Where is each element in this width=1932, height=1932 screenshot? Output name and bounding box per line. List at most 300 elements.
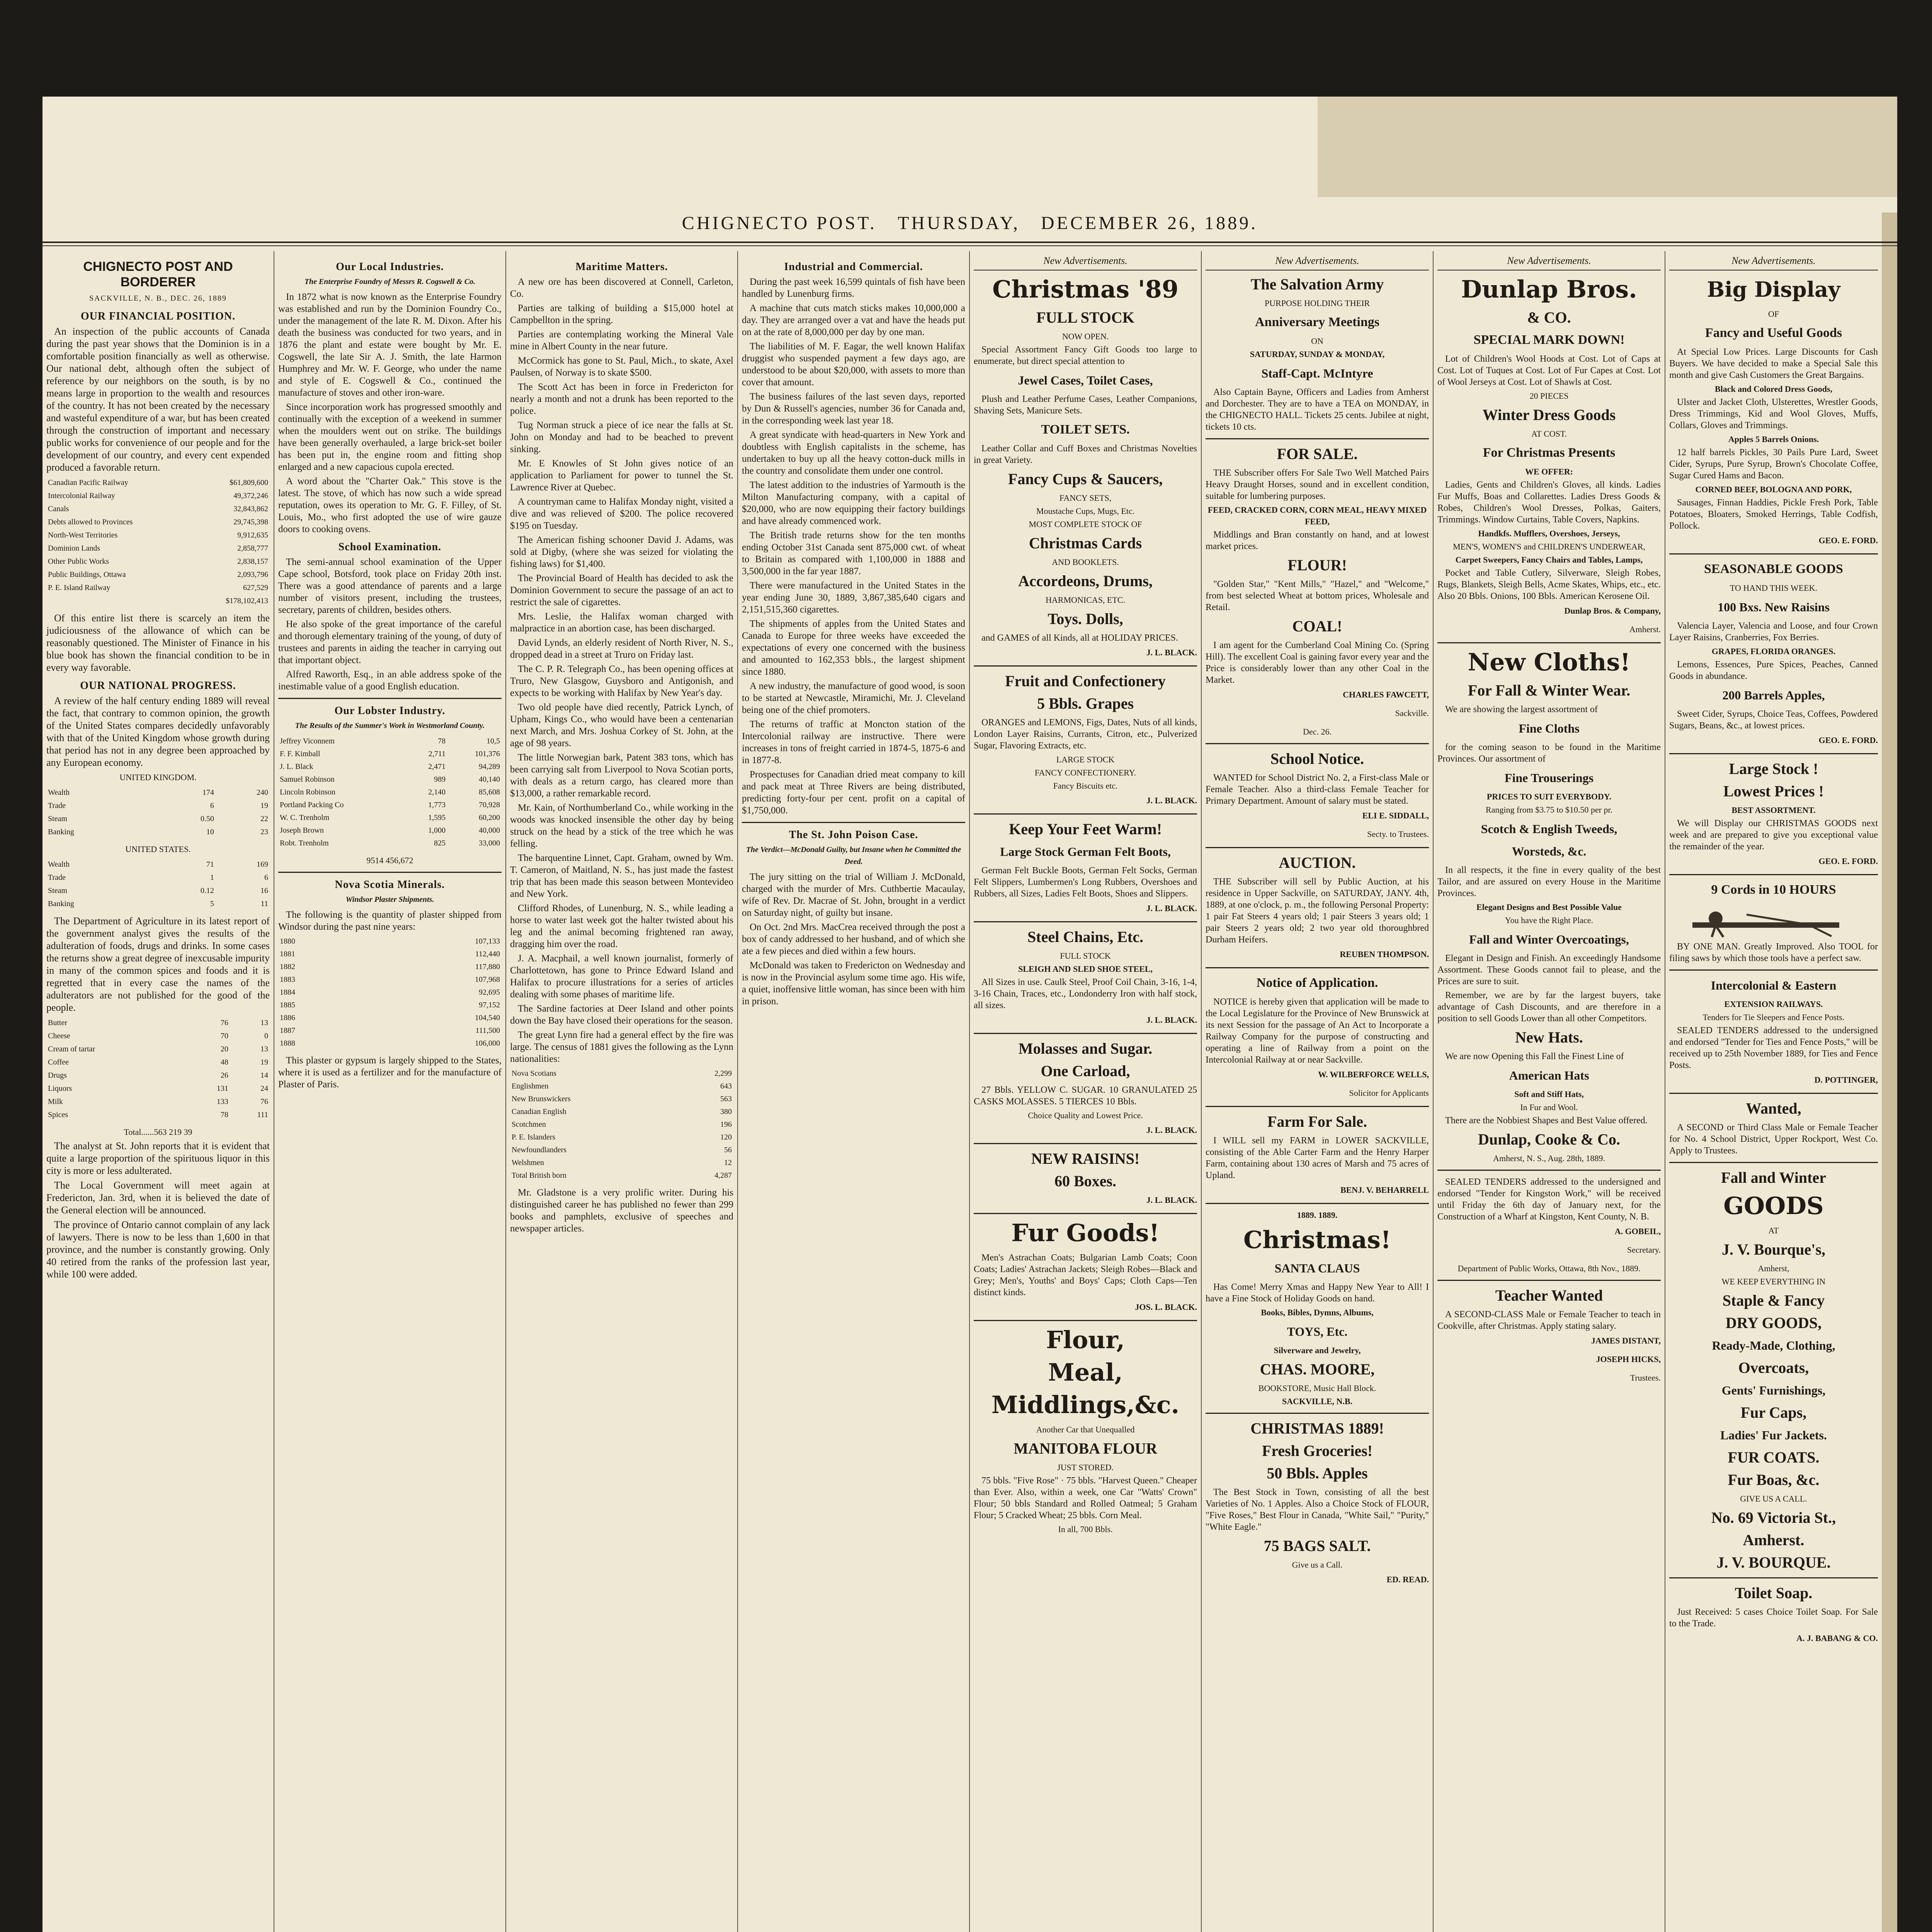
table-cell: Lincoln Robinson <box>280 788 335 796</box>
table-cell: North-West Territories <box>48 531 118 539</box>
ad-subhead: DRY GOODS, <box>1725 1314 1822 1332</box>
ad-headline-fruit: Fruit and Confectionery <box>1005 672 1166 690</box>
table-cell: F. F. Kimball <box>280 750 320 758</box>
editorial-masthead: CHIGNECTO POST AND BORDERER <box>83 259 233 289</box>
ad-subhead: Gents' Furnishings, <box>1721 1383 1826 1397</box>
article-paragraph: Of this entire list there is scarcely an item the judiciousness of the allowance of which can be reasonably questioned. The Minister of Finance in his blue book has shown the financial condition to be in every way favorable. <box>46 612 270 673</box>
article-paragraph: A word about the "Charter Oak." This stove is the latest. The stove, of which has now such a wide spread reputation, owes its operation to Mr. G. F. Filley, of St. Louis, Mo., who first adopted the use of wire gauze doors to cooking ovens. <box>278 476 502 534</box>
advertiser: J. L. BLACK. <box>1146 1015 1197 1025</box>
table-row <box>278 961 502 973</box>
ad-subhead: Anniversary Meetings <box>1255 315 1379 329</box>
table-cell <box>46 594 194 607</box>
table-cell: Banking <box>48 828 74 836</box>
table-cell: 6 <box>264 873 268 882</box>
advertiser: ELI E. SIDDALL, <box>1362 811 1429 820</box>
ad-headline-for-sale: FOR SALE. <box>1277 445 1358 463</box>
headline-lobster: Our Lobster Industry. <box>334 705 446 717</box>
table-cell: Canals <box>48 505 69 513</box>
table-cell: 13 <box>260 1019 268 1027</box>
table-cell: 643 <box>720 1082 732 1090</box>
ad-text: Sweet Cider, Syrups, Choice Teas, Coffees, Powdered Sugars, Beans, &c., at lowest prices. <box>1669 709 1878 731</box>
section-header: New Advertisements. <box>1437 255 1661 270</box>
table-cell: 19 <box>260 1058 268 1066</box>
ad-line: OF <box>1768 309 1779 319</box>
table-cell: 240 <box>257 788 268 797</box>
ad-line: SACKVILLE, N.B. <box>1282 1396 1353 1406</box>
table-cell: 49,372,246 <box>233 492 268 500</box>
ad-subhead: Overcoats, <box>1738 1359 1809 1376</box>
ad-line: Soft and Stiff Hats, <box>1514 1089 1584 1099</box>
issue-date: DECEMBER 26, 1889. <box>1041 213 1258 233</box>
table-row <box>46 568 270 581</box>
ad-line: ON <box>1311 336 1323 346</box>
table-row <box>510 1067 733 1080</box>
ad-subhead: 50 Bbls. Apples <box>1267 1464 1368 1482</box>
news-item: Mrs. Leslie, the Halifax woman charged with malpractice in an abortion case, has been discharged. <box>510 611 733 634</box>
ad-line: MEN'S, WOMEN'S and CHILDREN'S UNDERWEAR, <box>1453 542 1645 551</box>
table-cell: Scotchmen <box>512 1120 546 1129</box>
ad-subhead: SANTA CLAUS <box>1274 1261 1360 1275</box>
ad-headline-seasonable: SEASONABLE GOODS <box>1704 562 1843 576</box>
table-cell: W. C. Trenholm <box>280 813 330 822</box>
news-item: The barquentine Linnet, Capt. Graham, owned by Wm. T. Cameron, of Maitland, N. S., has just made the fastest trip that has been made this season between Montevideo and New York. <box>510 853 733 899</box>
ad-text: Ladies, Gents and Children's Gloves, all kinds. Ladies Fur Muffs, Boas and Collarettes. Ladies Dress Goods & Robes, Children's Wool Dresses, Polkas, Gaiters, Trimmings. Window Curtains, Table Covers, Napkins. <box>1437 480 1661 525</box>
ad-headline-flour: Flour, <box>1046 1326 1125 1354</box>
table-cell: Wealth <box>48 860 70 869</box>
table-row <box>46 529 270 542</box>
table-cell: 106,000 <box>475 1039 500 1048</box>
news-item: Tug Norman struck a piece of ice near the falls at St. John on Monday and had to be beached to prevent sinking. <box>510 420 733 454</box>
news-item: The returns of traffic at Moncton station of the Intercolonial railway are instructive. There were increases in tons of freight carried in 1874-5, 1875-6 and in 1877-8. <box>742 719 965 765</box>
news-item: The business failures of the last seven days, reported by Dun & Russell's agencies, number 36 for Canada and, in the corresponding week last year 18. <box>742 391 965 426</box>
article-paragraph: The following is the quantity of plaster shipped from Windsor during the past nine years: <box>278 910 502 932</box>
article-paragraph: This plaster or gypsum is largely shipped to the States, where it is used as a fertilizer and for the manufacture of Plaster of Paris. <box>278 1055 502 1090</box>
ad-headline-fall-winter: Fall and Winter <box>1721 1169 1826 1186</box>
ad-text: 75 bbls. "Five Rose" · 75 bbls. "Harvest Queen." Cheaper than Ever. Also, within a week, one Car "Watts' Crown" Flour; 50 bbls Standard and Rolled Oatmeal; 5 Graham Flour; 5 Cracked Wheat; 25 bbls. Corn Meal. <box>974 1476 1197 1520</box>
news-item: The liabilities of M. F. Eagar, the well known Halifax druggist who suspended payment a few days ago, are understood to be about $20,000, with assets to more than cover that amount. <box>742 341 965 388</box>
ad-subhead: For Christmas Presents <box>1483 446 1616 460</box>
table-cell: 12 <box>724 1158 732 1167</box>
ad-subhead: Amherst. <box>1743 1531 1804 1549</box>
table-cell: 1882 <box>280 963 295 971</box>
table-cell: 85,608 <box>479 788 500 796</box>
headline-nova-scotia-minerals: Nova Scotia Minerals. <box>335 879 445 891</box>
ad-subhead: Ladies' Fur Jackets. <box>1720 1428 1827 1442</box>
advertiser: GEO. E. FORD. <box>1818 536 1878 545</box>
table-cell: 107,968 <box>475 975 500 984</box>
editorial-dateline: SACKVILLE, N. B., DEC. 26, 1889 <box>89 294 227 303</box>
ad-text: Sausages, Finnan Haddies, Pickle Fresh Pork, Table Potatoes, Bloaters, Smoked Herrings, Table Codfish, Pollock. <box>1669 498 1878 531</box>
table-row <box>278 986 502 999</box>
news-item: The latest addition to the industries of Yarmouth is the Milton Manufacturing company, with a capital of $20,000, who are now equipping their factory buildings and have already commenced work. <box>742 480 965 526</box>
table-cell: 33,000 <box>479 839 500 847</box>
advertiser: GEO. E. FORD. <box>1818 735 1878 745</box>
advertiser: ED. READ. <box>1386 1575 1429 1584</box>
news-item: David Lynds, an elderly resident of North River, N. S., dropped dead in a street at Truro on Friday last. <box>510 638 733 660</box>
table-cell: 14 <box>260 1071 268 1080</box>
table-row <box>510 1080 733 1093</box>
ad-subhead: Worsteds, &c. <box>1512 844 1587 858</box>
table-cell: 78 <box>220 1111 228 1119</box>
column-3 <box>506 255 737 1932</box>
table-cell: Trade <box>48 801 66 810</box>
ad-line: 20 PIECES <box>1529 391 1569 401</box>
table-cell: 40,140 <box>479 775 500 784</box>
table-cell: 10 <box>206 828 214 836</box>
lynn-table <box>510 1067 733 1182</box>
ad-line: Another Car that Unequalled <box>1036 1425 1135 1434</box>
article-paragraph: Since incorporation work has progressed smoothly and continually with the exception of a weekend in summer when the moulders went out on strike. The buildings have been generally overhauled, a large brick-set boiler has been put in, the engine room and fitting shop enlarged and a new capacious cupola erected. <box>278 402 502 472</box>
table-cell: 169 <box>257 860 268 869</box>
table-row <box>278 1012 502 1024</box>
ad-text: Just Received: 5 cases Choice Toilet Soap. For Sale to the Trade. <box>1669 1607 1878 1629</box>
table-cell: 94,289 <box>479 762 500 771</box>
divider <box>974 1213 1197 1214</box>
uk-table <box>46 786 270 838</box>
table-cell: Cream of tartar <box>48 1045 95 1053</box>
table-cell: 627,529 <box>243 583 268 592</box>
ad-subhead: Staple & Fancy <box>1722 1292 1825 1309</box>
table-cell: 2,471 <box>428 762 446 771</box>
ad-subhead: FUR COATS. <box>1728 1449 1820 1466</box>
ad-subhead: Toys. Dolls, <box>1048 610 1123 628</box>
table-cell: Canadian Pacific Railway <box>48 478 128 487</box>
table-cell: Cheese <box>48 1032 70 1040</box>
table-cell: Portland Packing Co <box>280 801 344 809</box>
table-cell: 1,595 <box>428 813 446 822</box>
table-cell: Joseph Brown <box>280 826 324 835</box>
table-cell: New Brunswickers <box>512 1095 571 1103</box>
table-cell: 5 <box>210 900 214 908</box>
table-cell: 1880 <box>280 937 295 946</box>
ad-headline-salvation-army: The Salvation Army <box>1250 276 1384 293</box>
ad-subhead: No. 69 Victoria St., <box>1711 1509 1836 1526</box>
table-cell: 56 <box>724 1146 732 1154</box>
divider <box>278 872 502 873</box>
table-cell: $61,809,600 <box>230 478 268 487</box>
table-cell: 111,500 <box>475 1026 500 1035</box>
table-cell: 825 <box>434 839 446 847</box>
section-header: New Advertisements. <box>1206 255 1429 270</box>
table-row <box>278 748 502 760</box>
ad-line: Ranging from $3.75 to $10.50 per pr. <box>1485 805 1613 815</box>
table-cell: 11 <box>260 900 268 908</box>
ad-line: PURPOSE HOLDING THEIR <box>1264 298 1370 308</box>
ad-date: Dec. 26. <box>1303 727 1332 736</box>
ad-text: SEALED TENDERS addressed to the undersigned and endorsed "Tender for Kingston Work," will be received until Friday the 6th day of January next, for the Construction of a Wharf at Kingston, Kent County, N. B. <box>1437 1177 1661 1222</box>
ad-subhead: Fine Cloths <box>1519 721 1580 735</box>
advertiser: J. L. BLACK. <box>1146 796 1197 805</box>
table-cell: 380 <box>720 1107 732 1116</box>
table-row <box>278 935 502 948</box>
table-cell: 60,200 <box>479 813 500 822</box>
table-cell: 1 <box>210 873 214 882</box>
ad-line: Elegant Designs and Best Possible Value <box>1476 902 1622 912</box>
table-cell: 107,133 <box>475 937 500 946</box>
news-item: The British trade returns show for the ten months ending October 31st Canada sent 875,000 cwt. of wheat to Britain as compared with 1,100,000 in 1888 and 3,500,000 in the far year 1887. <box>742 530 965 577</box>
headline-national-progress: OUR NATIONAL PROGRESS. <box>80 680 236 692</box>
ad-subhead: MANITOBA FLOUR <box>1014 1440 1157 1457</box>
ad-line: TO HAND THIS WEEK. <box>1730 583 1818 593</box>
ad-headline-christmas: Christmas! <box>1243 1226 1391 1254</box>
table-row <box>278 999 502 1012</box>
table-cell: Milk <box>48 1097 63 1106</box>
issue-weekday: THURSDAY, <box>898 213 1020 233</box>
divider <box>1206 743 1429 744</box>
ad-headline-new-cloths: New Cloths! <box>1468 648 1631 676</box>
table-cell: 131 <box>216 1084 228 1093</box>
ad-line: You have the Right Place. <box>1505 915 1594 925</box>
table-cell: 16 <box>260 886 268 895</box>
ad-line: JUST STORED. <box>1057 1463 1114 1472</box>
ad-subhead: Scotch & English Tweeds, <box>1481 822 1617 836</box>
table-row <box>46 1095 270 1108</box>
ad-text: Valencia Layer, Valencia and Loose, and four Crown Layer Raisins, Cranberries, Fox Berries. <box>1669 621 1878 643</box>
divider <box>1206 1413 1429 1414</box>
table-row <box>278 786 502 799</box>
table-row <box>510 1156 733 1169</box>
divider <box>974 1143 1197 1144</box>
table-row <box>278 973 502 986</box>
ad-line: FANCY SETS, <box>1059 493 1112 503</box>
table-row <box>46 542 270 555</box>
table-cell: Public Buildings, Ottawa <box>48 570 126 579</box>
table-cell: Englishmen <box>512 1082 549 1090</box>
ad-subhead: For Fall & Winter Wear. <box>1468 682 1631 699</box>
ad-text: Men's Astrachan Coats; Bulgarian Lamb Coats; Coon Coats; Ladies' Astrachan Jackets; Sleigh Robes—Black and Grey; Men's, Youths' and Boys' Caps; Cloth Caps—Ten distinct kinds. <box>974 1253 1197 1298</box>
advertiser: A. J. BABANG & CO. <box>1796 1633 1878 1643</box>
table-cell: Butter <box>48 1019 67 1027</box>
table-cell: 24 <box>260 1084 268 1093</box>
table-cell: 133 <box>216 1097 228 1106</box>
table-row <box>510 1118 733 1131</box>
ad-text: We will Display our CHRISTMAS GOODS next week and are prepared to give you exceptional value the remainder of the year. <box>1669 818 1878 852</box>
table-row <box>46 555 270 568</box>
advertiser: CHARLES FAWCETT, <box>1343 690 1429 699</box>
table-row <box>46 871 270 884</box>
table-row <box>278 811 502 824</box>
table-cell: Steam <box>48 886 67 895</box>
article-paragraph: The Department of Agriculture in its latest report of the government analyst gives the results of the adulteration of foods, drugs and drinks. In some cases the returns show a great degree of inexcusable impurity in many of the common spices and foods and it is regretted that in every case the names of the adulterators are not published for the good of the people. <box>46 915 270 1013</box>
table-row <box>46 1082 270 1095</box>
ad-headline-chains: Steel Chains, Etc. <box>1027 928 1143 946</box>
table-cell: Wealth <box>48 788 70 797</box>
table-cell: 19 <box>260 801 268 810</box>
table-cell: 0 <box>264 1032 268 1040</box>
table-row <box>46 1029 270 1043</box>
table-cell: Spices <box>48 1111 68 1119</box>
table-cell: 196 <box>720 1120 732 1129</box>
debt-table <box>46 476 270 607</box>
ad-headline-raisins: NEW RAISINS! <box>1031 1150 1140 1167</box>
table-cell: 32,843,862 <box>233 505 268 513</box>
table-cell: P. E. Islanders <box>512 1133 556 1141</box>
paper-damage-edge <box>1882 213 1897 1932</box>
ad-subhead: FLOUR! <box>1287 556 1347 574</box>
headline-maritime-matters: Maritime Matters. <box>575 261 668 273</box>
ad-line: Tenders for Tie Sleepers and Fence Posts. <box>1702 1012 1845 1022</box>
news-item: The Scott Act has been in force in Fredericton for nearly a month and not a drunk has been reported to the police. <box>510 382 733 416</box>
table-cell: 1,773 <box>428 801 446 809</box>
paper-damage-top <box>1318 97 1897 197</box>
ad-line: FULL STOCK <box>1060 951 1111 961</box>
article-paragraph: In 1872 what is now known as the Enterprise Foundry was established and run by the Dominion Foundry Co., under the management of the late R. M. Dixon. After his death the business was conducted for two years, and in 1876 the plant and estate were bought by Mr. E. Cogswell, the late Sir A. J. Smith, the late Harmon Humphrey and Mr. W. F. George, who under the name and style of E. Cogswell & Co., continued the manufacture of stoves and other iron-ware. <box>278 292 502 398</box>
ad-subhead: One Carload, <box>1041 1062 1130 1080</box>
ad-text: "Golden Star," "Kent Mills," "Hazel," and "Welcome," from best selected Wheat at bottom prices, Wholesale and Retail. <box>1206 579 1429 612</box>
news-item: The C. P. R. Telegraph Co., has been opening offices at Truro, New Glasgow, Guysboro and Antigonish, and expects to be working with Halifax by New Year's day. <box>510 664 733 698</box>
news-item: Prospectuses for Canadian dried meat company to kill and pack meat at Three Rivers are being distributed, predicting forty-four per cent. profit on a capital of $1,750,000. <box>742 769 965 816</box>
subheadline: The Results of the Summer's Work in Westmorland County. <box>295 721 485 730</box>
table-row <box>46 502 270 515</box>
ad-subhead: 100 Bxs. New Raisins <box>1718 600 1830 614</box>
table-cell: Intercolonial Railway <box>48 492 115 500</box>
column-4 <box>738 255 969 1932</box>
ad-line: EXTENSION RAILWAYS. <box>1724 999 1823 1009</box>
ad-text: and GAMES of all Kinds, all at HOLIDAY PRICES. <box>981 633 1178 643</box>
news-item: The great Lynn fire had a general effect by the fire was large. The census of 1881 gives the following as the Lynn nationalities: <box>510 1030 733 1064</box>
plaster-table <box>278 935 502 1050</box>
ad-text: Lot of Children's Wool Hoods at Cost. Lot of Caps at Cost. Lot of Tuques at Cost. Lot of Fur Capes at Cost. Lot of Wool Jerseys at Cost. Lot of Shawls at Cost. <box>1437 354 1661 387</box>
table-cell: 70,928 <box>479 801 500 809</box>
table-cell: 6 <box>210 801 214 810</box>
table-row <box>46 1069 270 1082</box>
table-cell: 76 <box>260 1097 268 1106</box>
ad-text: Has Come! Merry Xmas and Happy New Year to All! I have a Fine Stock of Holiday Goods on hand. <box>1206 1282 1429 1304</box>
table-cell: 22 <box>260 815 268 823</box>
table-cell: 0.50 <box>200 815 214 823</box>
ad-subhead: TOYS, Etc. <box>1287 1325 1348 1338</box>
news-item: Two old people have died recently, Patrick Lynch, of Upham, Kings Co., who would have been a centenarian next March, and Mrs. Joshua Corkey of St. John, at the age of 98 years. <box>510 702 733 748</box>
ad-line: AT COST. <box>1531 429 1567 439</box>
ad-line: Amherst, N. S., Aug. 28th, 1889. <box>1493 1153 1605 1163</box>
table-row <box>46 1056 270 1069</box>
divider <box>1669 874 1878 875</box>
column-6-ads <box>1202 255 1433 1932</box>
divider <box>1437 642 1661 643</box>
ad-text: Middlings and Bran constantly on hand, and at lowest market prices. <box>1206 530 1429 551</box>
advertiser: GEO. E. FORD. <box>1818 856 1878 866</box>
news-item: On Oct. 2nd Mrs. MacCrea received through the post a box of candy addressed to her husband, and of which she ate a few pieces and died within a few hours. <box>742 922 965 956</box>
advertiser: JOS. L. BLACK. <box>1135 1302 1197 1312</box>
table-cell: 78 <box>438 737 446 745</box>
table-cell: 48 <box>220 1058 228 1066</box>
ad-text: All Sizes in use. Caulk Steel, Proof Coil Chain, 3-16, 1-4, 3-16 Chain, Traces, etc., Londonderry Iron with half stock, all sizes. <box>974 977 1197 1010</box>
table-cell: 13 <box>260 1045 268 1053</box>
table-row <box>510 1144 733 1156</box>
ad-subhead: Ready-Made, Clothing, <box>1712 1338 1835 1352</box>
advertiser: A. GOBEIL, <box>1614 1226 1661 1236</box>
table-row <box>46 897 270 910</box>
news-item: A countryman came to Halifax Monday night, visited a dive and was relieved of $200. The police recovered $195 on Tuesday. <box>510 497 733 531</box>
ad-headline-christmas: Christmas '89 <box>992 275 1179 303</box>
table-cell: 1887 <box>280 1026 295 1035</box>
ad-headline-intercolonial: Intercolonial & Eastern <box>1711 978 1837 992</box>
ad-subhead: 5 Bbls. Grapes <box>1037 695 1134 712</box>
ad-headline-cords: 9 Cords in 10 HOURS <box>1711 883 1836 897</box>
ad-headline-feet: Keep Your Feet Warm! <box>1009 820 1162 838</box>
ad-line: In all, 700 Bbls. <box>1058 1524 1113 1534</box>
table-cell: 10,5 <box>486 737 500 745</box>
ad-line: FANCY CONFECTIONERY. <box>1034 768 1136 777</box>
newspaper-page <box>43 97 1897 1932</box>
table-row <box>46 515 270 529</box>
ad-line: Give us a Call. <box>1292 1560 1343 1570</box>
news-item: Mr. E Knowles of St John gives notice of an application to Parliament for power to tunnel the St. Lawrence River at Quebec. <box>510 458 733 493</box>
divider <box>974 1033 1197 1034</box>
table-row <box>46 1108 270 1121</box>
ad-line: CORNED BEEF, BOLOGNA AND PORK, <box>1695 485 1852 494</box>
ad-subhead: 60 Boxes. <box>1054 1172 1116 1190</box>
table-cell: 76 <box>220 1019 228 1027</box>
table-row <box>278 948 502 961</box>
advertiser: W. WILBERFORCE WELLS, <box>1318 1070 1429 1079</box>
news-item: The jury sitting on the trial of William J. McDonald, charged with the murder of Mrs. Cuthbertie Macaulay, wife of Rev. Dr. Macrae of St. John, brought in a verdict on Saturday night, of guilty but insane. <box>742 872 965 918</box>
divider <box>1206 438 1429 439</box>
table-row <box>278 824 502 837</box>
table-cell: Coffee <box>48 1058 69 1066</box>
ad-text: 12 half barrels Pickles, 30 Pails Pure Lard, Sweet Cider, Syrups, Pure Syrup, Brown's Chocolate Coffee, Sugar Cured Hams and Bacon. <box>1669 447 1878 481</box>
advertiser: BENJ. V. BEHARRELL <box>1340 1185 1429 1195</box>
divider <box>1669 1577 1878 1578</box>
divider <box>1206 1203 1429 1204</box>
divider <box>1437 1170 1661 1171</box>
news-item: The Sardine factories at Deer Island and other points down the Bay have closed their operations for the season. <box>510 1003 733 1026</box>
advertiser: Dunlap Bros. & Company, <box>1564 606 1661 616</box>
ad-headline-meal: Meal, <box>1048 1358 1123 1386</box>
ad-headline-dunlap: Dunlap Bros. <box>1461 275 1637 303</box>
ad-line: Choice Quality and Lowest Price. <box>1028 1111 1143 1120</box>
ad-line: Fancy Biscuits etc. <box>1053 781 1118 791</box>
ad-text: for the coming season to be found in the Maritime Provinces. Our assortment of <box>1437 742 1661 764</box>
ad-subhead: GOODS <box>1723 1192 1824 1220</box>
table-cell: 97,152 <box>479 1001 500 1009</box>
table-cell: 1888 <box>280 1039 295 1048</box>
table-cell: Jeffrey Viconnem <box>280 737 335 745</box>
news-item: A new ore has been discovered at Connell, Carleton, Co. <box>510 277 733 299</box>
ad-text: Also Captain Bayne, Officers and Ladies from Amherst and Dorchester. They are to have a TEA on MONDAY, in the CHIGNECTO HALL. Tickets 25 cents. Jubilee at night, tickets 10 cts. <box>1206 387 1429 432</box>
table-cell: 112,440 <box>475 950 500 958</box>
subheadline: Windsor Plaster Shipments. <box>345 895 434 904</box>
advertiser: J. L. BLACK. <box>1146 903 1197 913</box>
section-header: New Advertisements. <box>974 255 1197 270</box>
ad-subhead: COAL! <box>1292 617 1342 635</box>
table-cell: 2,838,157 <box>237 557 268 566</box>
ad-headline-molasses: Molasses and Sugar. <box>1018 1040 1153 1057</box>
ad-text: There are the Nobbiest Shapes and Best Value offered. <box>1445 1116 1648 1126</box>
table-cell: Banking <box>48 900 74 908</box>
ad-subhead: CHAS. MOORE, <box>1260 1361 1375 1378</box>
article-paragraph: The province of Ontario cannot complain of any lack of lawyers. There is now to be less than 1,600 in that province, and the number is constantly growing. Only 40 retired from the ranks of the profession last year, while 100 were added. <box>46 1219 270 1280</box>
ad-text: Plush and Leather Perfume Cases, Leather Companions, Shaving Sets, Manicure Sets. <box>974 394 1197 416</box>
table-cell: Welshmen <box>512 1158 544 1167</box>
subheadline: The Enterprise Foundry of Messrs R. Cogswell & Co. <box>304 277 476 286</box>
ad-line: Moustache Cups, Mugs, Etc. <box>1036 506 1135 516</box>
ad-text: THE Subscriber will sell by Public Auction, at his residence in Upper Sackville, on SATURDAY, JANY. 4th, 1889, at one o'clock, p. m., the following Personal Property: 1 pair Fat Steers 4 years old; 1 pair Steers 3 years old; 1 pair Steers 2 years old; 2 two year old thoroughbred Durham Heifers. <box>1206 877 1429 945</box>
table-cell: 2,299 <box>714 1069 732 1078</box>
ad-line: AND BOOKLETS. <box>1052 557 1119 567</box>
paper-title: CHIGNECTO POST. <box>682 213 877 233</box>
ad-subhead: 75 BAGS SALT. <box>1264 1537 1371 1554</box>
divider <box>1206 1106 1429 1107</box>
table-cell: 9,912,635 <box>237 531 268 539</box>
column-8-ads <box>1665 255 1882 1932</box>
ad-subhead: J. V. Bourque's, <box>1722 1241 1825 1258</box>
article-paragraph: A review of the half century ending 1889 will reveal the fact, that contrary to common opinion, the growth of the United States compares decidedly unfavorably with that of the United Kingdom whose growth during that period has not in any degree been approached by any European economy. <box>46 695 270 768</box>
advertiser: JAMES DISTANT, <box>1591 1336 1661 1345</box>
ad-subhead: Fur Caps, <box>1740 1404 1807 1421</box>
table-caption: UNITED KINGDOM. <box>119 772 197 782</box>
news-item: A great syndicate with head-quarters in New York and doubtless with English capitalists in the scheme, has undertaken to buy up all the heavy cotton-duck mills in the country and consolidate them under one control. <box>742 430 965 476</box>
